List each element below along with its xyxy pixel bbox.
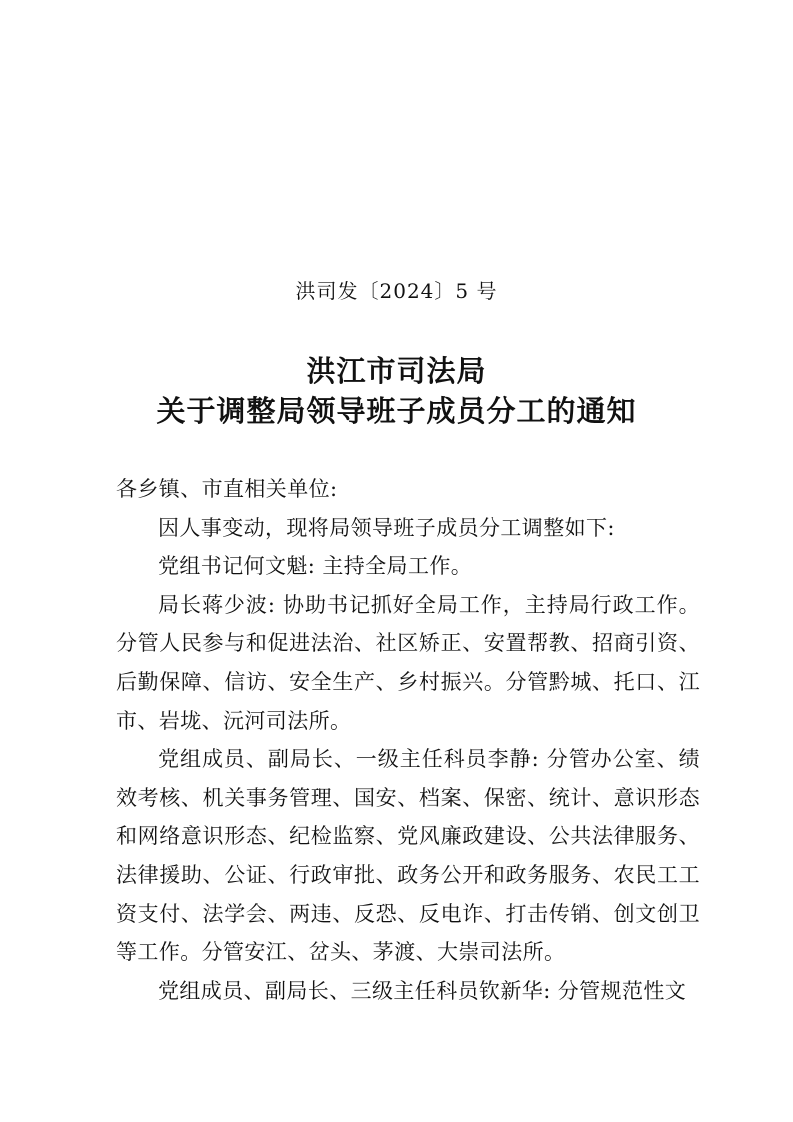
document-body [116, 470, 700, 1010]
document-number: 洪司发〔2024〕5 号 [295, 279, 498, 303]
body-paragraph: 局长蒋少波: 协助书记抓好全局工作，主持局行政工作。分管人民参与和促进法治、社区矫正、安置帮教、招商引资、后勤保障、信访、安全生产、乡村振兴。分管黔城、托口、江市、岩垅、沅河司法所。 [116, 592, 700, 733]
body-paragraph: 党组成员、副局长、三级主任科员钦新华: 分管规范性文 [158, 978, 687, 1003]
body-paragraph: 党组成员、副局长、一级主任科员李静: 分管办公室、绩效考核、机关事务管理、国安、档案、保密、统计、意识形态和网络意识形态、纪检监察、党风廉政建设、公共法律服务、法律援助、公证、行政审批、政务公开和政务服务、农民工工资支付、法学会、两违、反恐、反电诈、打击传销、创文创卫等工作。分管安江、岔头、茅渡、大崇司法所。 [116, 747, 700, 965]
document-title-issuer: 洪江市司法局 [306, 354, 487, 388]
body-paragraph: 党组书记何文魁: 主持全局工作。 [158, 554, 473, 579]
salutation: 各乡镇、市直相关单位: [116, 477, 338, 501]
body-paragraph: 因人事变动，现将局领导班子成员分工调整如下: [158, 515, 615, 540]
document-title-subject: 关于调整局领导班子成员分工的通知 [156, 394, 637, 428]
